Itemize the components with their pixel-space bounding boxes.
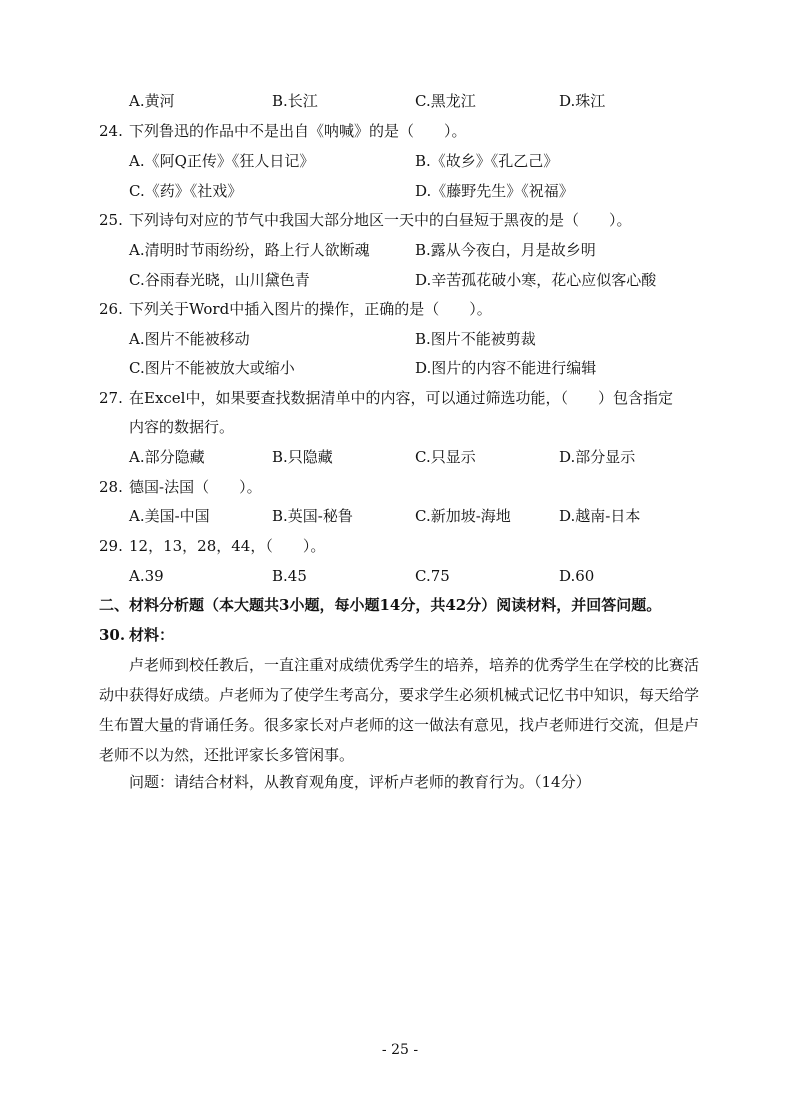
question-text-line-2: 内容的数据行。 (129, 418, 235, 436)
option-a: A.39 (129, 567, 164, 585)
option-c: C.谷雨春光晓，山川黛色青 (129, 271, 310, 289)
option-c: C.新加坡-海地 (415, 507, 511, 525)
option-b: B.长江 (272, 92, 318, 110)
section-2-title: 二、材料分析题（本大题共3小题，每小题14分，共42分）阅读材料，并回答问题。 (99, 596, 662, 614)
question-text: 12，13，28，44，（ ）。 (129, 537, 326, 555)
option-b: B.图片不能被剪裁 (415, 330, 536, 348)
question-text: 下列关于Word中插入图片的操作，正确的是（ ）。 (129, 300, 492, 318)
option-d: D.珠江 (559, 92, 606, 110)
question-prompt: 问题：请结合材料，从教育观角度，评析卢老师的教育行为。（14分） (129, 773, 591, 791)
option-a: A.部分隐藏 (129, 448, 205, 466)
option-d: D.辛苦孤花破小寒，花心应似客心酸 (415, 271, 657, 289)
question-text-line-1: 在Excel中，如果要查找数据清单中的内容，可以通过筛选功能，（ ）包含指定 (129, 389, 673, 407)
question-number: 26. (99, 300, 123, 318)
option-c: C.75 (415, 567, 450, 585)
question-text: 下列诗句对应的节气中我国大部分地区一天中的白昼短于黑夜的是（ ）。 (129, 211, 632, 229)
question-number: 27. (99, 389, 123, 407)
question-number: 30. (99, 626, 126, 644)
option-a: A.图片不能被移动 (129, 330, 250, 348)
question-text: 德国-法国（ ）。 (129, 478, 262, 496)
question-number: 29. (99, 537, 123, 555)
option-c: C.黑龙江 (415, 92, 476, 110)
option-a: A.《阿Q正传》《狂人日记》 (129, 152, 315, 170)
option-b: B.45 (272, 567, 307, 585)
option-b: B.英国-秘鲁 (272, 507, 353, 525)
option-d: D.《藤野先生》《祝福》 (415, 182, 574, 200)
option-a: A.美国-中国 (129, 507, 210, 525)
option-d: D.图片的内容不能进行编辑 (415, 359, 597, 377)
material-label: 材料： (129, 626, 175, 644)
page-number: - 25 - (381, 1042, 419, 1058)
option-b: B.《故乡》《孔乙己》 (415, 152, 559, 170)
option-d: D.部分显示 (559, 448, 636, 466)
question-number: 25. (99, 211, 123, 229)
option-c: C.《药》《社戏》 (129, 182, 243, 200)
option-d: D.越南-日本 (559, 507, 641, 525)
option-d: D.60 (559, 567, 595, 585)
option-a: A.黄河 (129, 92, 175, 110)
option-b: B.只隐藏 (272, 448, 333, 466)
option-a: A.清明时节雨纷纷，路上行人欲断魂 (129, 241, 370, 259)
question-number: 28. (99, 478, 123, 496)
question-text: 下列鲁迅的作品中不是出自《呐喊》的是（ ）。 (129, 122, 467, 140)
option-c: C.只显示 (415, 448, 476, 466)
material-paragraph: 卢老师到校任教后，一直注重对成绩优秀学生的培养，培养的优秀学生在学校的比赛活动中获得好成绩。卢老师为了使学生考高分，要求学生必须机械式记忆书中知识，每天给学生布置大量的背诵任务。很多家长对卢老师的这一做法有意见，找卢老师进行交流，但是卢老师不以为然，还批评家长多管闲事。 (99, 656, 700, 764)
question-number: 24. (99, 122, 123, 140)
option-c: C.图片不能被放大或缩小 (129, 359, 295, 377)
option-b: B.露从今夜白，月是故乡明 (415, 241, 596, 259)
